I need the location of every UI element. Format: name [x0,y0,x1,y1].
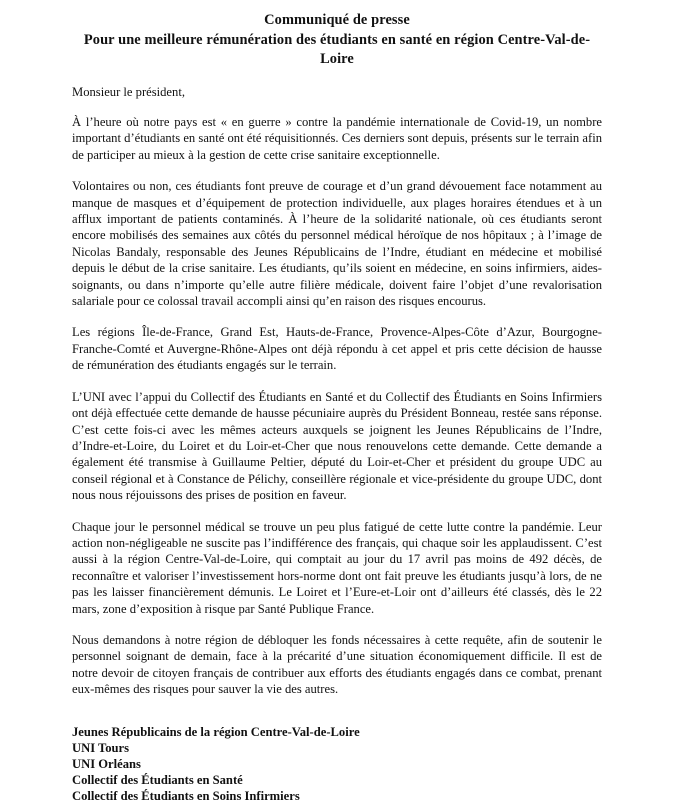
paragraph-uni-request: L’UNI avec l’appui du Collectif des Étudiants en Santé et du Collectif des Étudiants en Soins Infirmiers ont déjà effectuée cette demande de hausse pécuniaire auprès du Président Bonneau, restée sans réponse. C’est cette fois-ci avec les mêmes acteurs auxquels se joignent les Jeunes Républicains de l’Indre, d’Indre-et-Loire, du Loiret et du Loir-et-Cher que nous renouvelons cette demande. Cette demande a également été transmise à Guillaume Peltier, député du Loir-et-Cher et président du groupe UDC au conseil régional et à Constance de Pélichy, conseillère régionale et vice-présidente du groupe UDC, dont nous nous réjouissons des prises de position en faveur. [72,389,602,503]
document-title [72,11,602,70]
signatory-uni-orleans: UNI Orléans [72,757,141,771]
signatory-collectif-etudiants-soins-infirmiers: Collectif des Étudiants en Soins Infirmiers [72,789,300,804]
signatory-collectif-etudiants-sante: Collectif des Étudiants en Santé [72,773,243,788]
paragraph-funding-demand: Nous demandons à notre région de débloquer les fonds nécessaires à cette requête, afin de soutenir le personnel soignant de demain, face à la précarité d’une situation économiquement difficile. Il est de notre devoir de citoyen français de contribuer aux efforts des étudiants engagés dans ce combat, prenant eux-mêmes des risques pour sauver la vie des autres. [72,632,602,697]
paragraph-intro: À l’heure où notre pays est « en guerre » contre la pandémie internationale de Covid-19, un nombre important d’étudiants en santé ont été réquisitionnés. Ces derniers sont depuis, présents sur le terrain afin de participer au mieux à la gestion de cette crise sanitaire exceptionnelle. [72,115,602,162]
signatory-jeunes-republicains: Jeunes Républicains de la région Centre-Val-de-Loire [72,724,360,739]
salutation: Monsieur le président, [72,84,185,99]
paragraph-volunteers: Volontaires ou non, ces étudiants font preuve de courage et d’un grand dévouement face notamment au manque de masques et d’équipement de protection individuelle, aux plages horaires étendues et à un afflux important de patients contaminés. À l’heure de la solidarité nationale, où ces étudiants seront encore mobilisés des semaines aux côtés du personnel médical héroïque de nos hôpitaux ; à l’image de Nicolas Bandaly, responsable des Jeunes Républicains de l’Indre, étudiant en médecine et mobilisé depuis le début de la crise sanitaire. Les étudiants, qu’ils soient en médecine, en soins infirmiers, aides-soignants, ou dans n’importe qu’elle autre filière médicale, doivent faire l’objet d’une revalorisation salariale pour ce colossal travail accompli ainsi qu’en raison des risques encourus. [72,179,602,309]
paragraph-daily-medical-staff: Chaque jour le personnel médical se trouve un peu plus fatigué de cette lutte contre la pandémie. Leur action non-négligeable ne suscite pas l’indifférence des français, qui chaque soir les applaudissent. C’est aussi à la région Centre-Val-de-Loire, qui comptait au jour du 17 avril pas moins de 492 décès, de reconnaître et valoriser l’investissement hors-norme dont ont fait preuve les étudiants jusqu’à lors, de ne pas les laisser financièrement démunis. Le Loiret et l’Eure-et-Loir ont d’ailleurs été classés, dès le 22 mars, zone d’exposition à risque par Santé Publique France. [72,519,602,616]
title-line-secondary: Pour une meilleure rémunération des étudiants en santé en région Centre-Val-de-Loire [83,31,591,67]
title-line-primary: Communiqué de presse [264,12,410,28]
signature-block [72,724,602,805]
signatory-uni-tours: UNI Tours [72,740,130,755]
paragraph-regions: Les régions Île-de-France, Grand Est, Hauts-de-France, Provence-Alpes-Côte d’Azur, Bourgogne-Franche-Comté et Auvergne-Rhône-Alpes ont déjà répondu à cet appel et pris cette décision de hausse de rémunération des étudiants engagés sur le terrain. [72,325,602,373]
